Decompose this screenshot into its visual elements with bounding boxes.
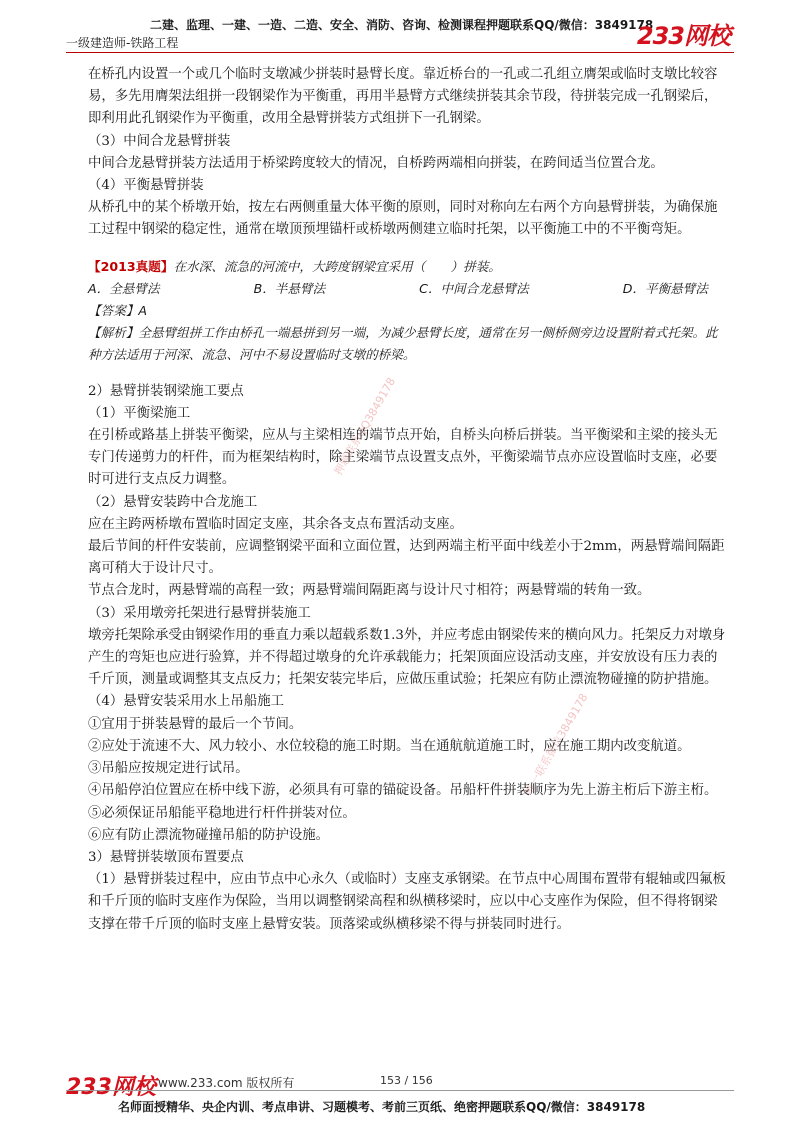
footer-logo: 233网校	[66, 1075, 156, 1100]
footer-ad-text: 名师面授精华、央企内训、考点串讲、习题模考、考前三页纸、绝密押题联系QQ/微信：3849178	[118, 1100, 646, 1114]
header-divider	[66, 52, 734, 53]
paragraph-mid-closure: 中间合龙悬臂拼装方法适用于桥梁跨度较大的情况，自桥跨两端相向拼装，在跨间适当位置合龙。	[88, 155, 664, 171]
watermark-1: 押题联系QQ3849178	[331, 375, 399, 478]
s4-item-1: ①宜用于拼装悬臂的最后一个节间。	[88, 716, 303, 732]
exam-option-c: C．中间合龙悬臂法	[419, 280, 529, 296]
s2-title: （2）悬臂安装跨中合龙施工	[88, 494, 258, 510]
exam-option-b: B．半悬臂法	[253, 280, 326, 296]
exam-question: 在水深、流急的河流中，大跨度钢梁宜采用（ ）拼装。	[173, 258, 501, 274]
header-ad-text: 二建、监理、一建、一造、二造、安全、消防、咨询、检测课程押题联系QQ/微信：3849178	[150, 18, 654, 32]
heading-mid-closure: （3）中间合龙悬臂拼装	[88, 133, 231, 149]
section-3	[88, 847, 728, 936]
s3-text: 墩旁托架除承受由钢梁作用的垂直力乘以超载系数1.3外，并应考虑由钢梁传来的横向风力。托架反力对墩身产生的弯矩也应进行验算，并不得超过墩身的允许承载能力；托架顶面应设活动支座，并安放设有压力表的千斤顶，测量或调整其支点反力；托架安装完毕后，应做压重试验；托架应有防止漂流物碰撞的防护措施。	[88, 627, 726, 688]
paragraph-balanced: 从桥孔中的某个桥墩开始，按左右两侧重量大体平衡的原则，同时对称向左右两个方向悬臂拼装，为确保施工过程中钢梁的稳定性，通常在墩顶预埋锚杆或桥墩两侧建立临时托架，以平衡施工中的不平衡弯矩。	[88, 200, 718, 238]
s2-text-2: 最后节间的杆件安装前，应调整钢梁平面和立面位置，达到两端主桁平面中线差小于2mm，两悬臂端间隔距离可稍大于设计尺寸。	[88, 539, 725, 577]
page-number: 153 / 156	[380, 1074, 433, 1087]
footer-site: www.233.com 版权所有	[158, 1076, 295, 1090]
section-3-paragraph: （1）悬臂拼装过程中，应由节点中心永久（或临时）支座支承钢梁。在节点中心周围布置带有辊轴或四氟板和千斤顶的临时支座作为保险，当用以调整钢梁高程和纵横移梁时，应以中心支座作为保险，但不得将钢梁支撑在带千斤顶的临时支座上悬臂安装。顶落梁或纵横移梁不得与拼装同时进行。	[88, 872, 726, 932]
s1-text: 在引桥或路基上拼装平衡梁，应从与主梁相连的端节点开始，自桥头向桥后拼装。当平衡梁和主梁的接头无专门传递剪力的杆件，而为框架结构时，除主梁端节点设置支点外，平衡梁端节点亦应设置临时支座，必要时可进行支点反力调整。	[88, 428, 718, 488]
s4-item-5: ⑤必须保证吊船能平稳地进行杆件拼装对位。	[88, 805, 356, 821]
exam-option-d: D．平衡悬臂法	[622, 280, 708, 296]
s1-title: （1）平衡梁施工	[88, 405, 191, 421]
s3-title: （3）采用墩旁托架进行悬臂拼装施工	[88, 605, 311, 621]
exam-options	[88, 278, 718, 300]
section-2-title: 2）悬臂拼装钢梁施工要点	[88, 383, 244, 399]
header-subtitle: 一级建造师-铁路工程	[66, 36, 179, 50]
footer-divider	[66, 1090, 734, 1091]
s4-item-2: ②应处于流速不大、风力较小、水位较稳的施工时期。当在通航航道施工时，应在施工期内改变航道。	[88, 738, 691, 754]
exam-tag: 【2013真题】	[88, 258, 174, 274]
s4-title: （4）悬臂安装采用水上吊船施工	[88, 694, 284, 710]
s2-text-3: 节点合龙时，两悬臂端的高程一致；两悬臂端间隔距离与设计尺寸相符；两悬臂端的转角一致。	[88, 583, 651, 599]
s4-item-4: ④吊船停泊位置应在桥中线下游，必须具有可靠的锚碇设备。吊船杆件拼装顺序为先上游主桁后下游主桁。	[88, 783, 718, 799]
exam-answer: 【答案】A	[88, 303, 147, 319]
watermark-2: 唯一联系微信3849178	[521, 691, 591, 798]
exam-question-block	[88, 256, 728, 367]
s4-item-3: ③吊船应按规定进行试吊。	[88, 761, 249, 777]
paragraph-temporary-pier: 在桥孔内设置一个或几个临时支墩减少拼装时悬臂长度。靠近桥台的一孔或二孔组立膺架或临时支墩比较容易，多先用膺架法组拼一段钢梁作为平衡重，再用半悬臂方式继续拼装其余节段，待拼装完成一孔钢梁后，即利用此孔钢梁作为平衡重，改用全悬臂拼装方式组拼下一孔钢梁。	[88, 67, 718, 127]
heading-balanced: （4）平衡悬臂拼装	[88, 178, 204, 194]
section-2	[88, 381, 728, 847]
brand-logo: 233网校	[636, 22, 730, 50]
exam-analysis: 【解析】全悬臂组拼工作由桥孔一端悬拼到另一端，为减少悬臂长度，通常在另一侧桥侧旁边设置附着式托架。此种方法适用于河深、流急、河中不易设置临时支墩的桥梁。	[88, 325, 718, 363]
s2-text-1: 应在主跨两桥墩布置临时固定支座，其余各支点布置活动支座。	[88, 516, 463, 532]
document-body	[88, 64, 728, 936]
exam-option-a: A．全悬臂法	[88, 280, 160, 296]
section-3-title: 3）悬臂拼装墩顶布置要点	[88, 849, 244, 865]
s4-item-6: ⑥应有防止漂流物碰撞吊船的防护设施。	[88, 827, 330, 843]
